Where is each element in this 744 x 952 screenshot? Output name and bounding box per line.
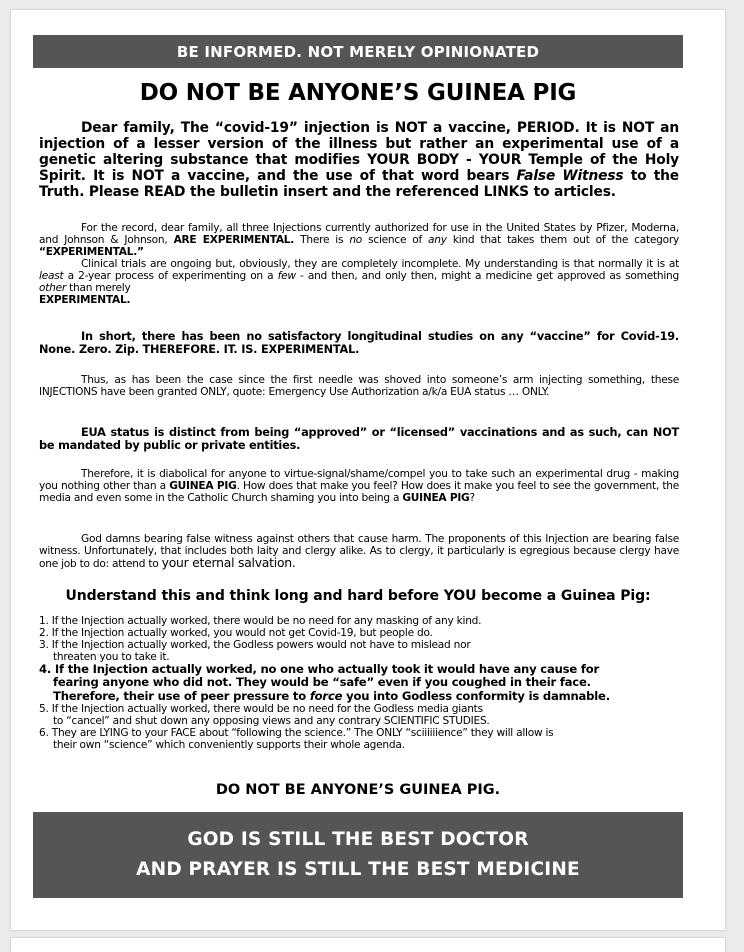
reasons-list (39, 615, 679, 751)
record-line-1: For the record, dear family, all three Injections currently authorized for use in the United States by Pfizer, Moderna, and Johnson & Johnson, ARE EXPERIMENTAL. There is no science of any kind that takes them out of the category “EXPERIMENTAL.” (39, 222, 679, 258)
record-experimental: EXPERIMENTAL. (39, 294, 131, 306)
lead-text-end: to the Truth. Please READ the bulletin insert and the referenced LINKS to articles. (39, 168, 680, 200)
record-line-2: Clinical trials are ongoing but, obviously, they are completely incomplete. My understanding is that normally it is at least a 2-year process of experimenting on a few - and then, and only then, might a medicine get approved as something other than merely (39, 258, 679, 294)
header-banner (33, 35, 683, 68)
list-item: 4. If the Injection actually worked, no one who actually took it would have any cause for fearing anyone who did not. They would be “safe” even if you coughed in their face. Therefore, their use of peer pressure to force you into Godless conformity is damnable. (39, 662, 610, 703)
list-heading: Understand this and think long and hard before YOU become a Guinea Pig: (65, 588, 651, 604)
false-witness-paragraph: God damns bearing false witness against others that cause harm. The proponents of this Injection are bearing false witness. Unfortunately, that includes both laity and clergy alike. As to clergy, it particularly is egregious because clergy have one job to do: attend to your eternal salvation. (39, 533, 679, 570)
list-item: 5. If the Injection actually worked, there would be no need for the Godless media giants to “cancel” and shut down any opposing views and any contrary SCIENTIFIC STUDIES. (39, 703, 490, 728)
lead-italic: False Witness (516, 168, 624, 184)
next-page-edge (11, 938, 725, 952)
footer-line-1: GOD IS STILL THE BEST DOCTOR (187, 829, 529, 850)
summary-paragraph: In short, there has been no satisfactory longitudinal studies on any “vaccine” for Covid-19. None. Zero. Zip. THEREFORE. IT. IS. EXPERIMENTAL. (39, 330, 679, 356)
lead-paragraph (39, 120, 679, 200)
eua-paragraph: Thus, as has been the case since the first needle was shoved into someone’s arm injecting something, these INJECTIONS have been granted ONLY, quote: Emergency Use Authorization a/k/a EUA status … ONLY. (39, 374, 679, 398)
closing-statement: DO NOT BE ANYONE’S GUINEA PIG. (215, 782, 501, 798)
list-item: 1. If the Injection actually worked, there would be no need for any masking of any kind. (39, 615, 482, 627)
header-banner-text: BE INFORMED. NOT MERELY OPINIONATED (176, 42, 540, 61)
list-item: 2. If the Injection actually worked, you would not get Covid-19, but people do. (39, 627, 433, 639)
record-paragraph (39, 222, 679, 306)
diabolical-paragraph: Therefore, it is diabolical for anyone to virtue-signal/shame/compel you to take such an experimental drug - making you nothing other than a GUINEA PIG. How does that make you feel? How does it make you feel to see the government, the media and even some in the Catholic Church shaming you into being a GUINEA PIG? (39, 468, 679, 504)
footer-line-2: AND PRAYER IS STILL THE BEST MEDICINE (136, 859, 580, 880)
page-title: DO NOT BE ANYONE’S GUINEA PIG (139, 80, 577, 106)
lead-text: Dear family, The “covid-19” injection is NOT a vaccine, PERIOD. It is NOT an injection of a lesser version of the illness but rather an experimental use of a genetic altering substance that modifies YOUR BODY - YOUR Temple of the Holy Spirit. It is NOT a vaccine, and the use of that word bears (39, 120, 679, 184)
eua-status-paragraph: EUA status is distinct from being “approved” or “licensed” vaccinations and as such, can NOT be mandated by public or private entities. (39, 426, 679, 452)
footer-banner (33, 812, 683, 898)
list-item: 6. They are LYING to your FACE about “following the science.” The ONLY “sciiiiiience” they will allow is their own “science” which conveniently supports their whole agenda. (39, 727, 554, 752)
list-item: 3. If the Injection actually worked, the Godless powers would not have to mislead nor threaten you to take it. (39, 639, 471, 663)
